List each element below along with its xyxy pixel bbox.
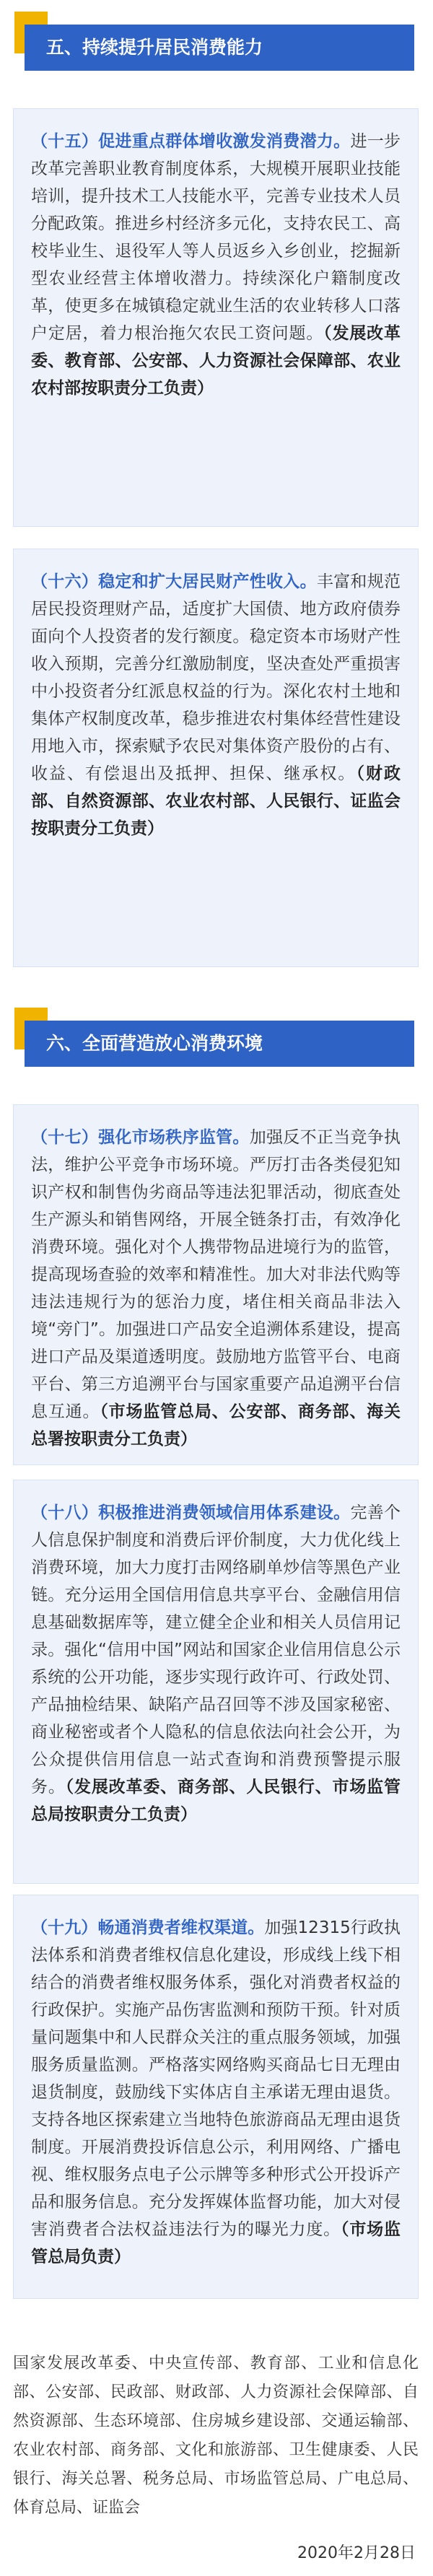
item-body: 进一步改革完善职业教育制度体系，大规模开展职业技能培训，提升技术工人技能水平，完善专业技术人员分配政策。推进乡村经济多元化，支持农民工、高校毕业生、退役军人等人员返乡入乡创业，挖掘新型农业经营主体增收潜力。持续深化户籍制度改革，使更多在城镇稳定就业生活的农业转移人口落户定居，着力根治拖欠农民工资问题。 xyxy=(31,132,401,343)
item-title: （十六）稳定和扩大居民财产性收入。 xyxy=(31,572,317,591)
item-departments: （发展改革委、教育部、公安部、人力资源社会保障部、农业农村部按职责分工负责） xyxy=(31,324,401,398)
item-title: （十九）畅通消费者维权渠道。 xyxy=(31,1918,265,1937)
item-departments: （发展改革委、商务部、人民银行、市场监管总局按职责分工负责） xyxy=(31,1778,401,1824)
item-departments: （财政部、自然资源部、农业农村部、人民银行、证监会按职责分工负责） xyxy=(31,764,401,838)
issue-date: 2020年2月28日 xyxy=(297,2544,416,2562)
section-header-5 xyxy=(0,0,433,81)
issuing-departments: 国家发展改革委、中央宣传部、教育部、工业和信息化部、公安部、民政部、财政部、人力资源社会保障部、自然资源部、生态环境部、住房城乡建设部、交通运输部、农业农村部、商务部、文化和旅游部、卫生健康委、人民银行、海关总署、税务总局、市场监管总局、广电总局、体育总局、证监会 xyxy=(13,2354,419,2517)
item-departments: （市场监管总局、公安部、商务部、海关总署按职责分工负责） xyxy=(31,1402,401,1449)
policy-item-19 xyxy=(13,1895,419,2299)
item-title: （十八）积极推进消费领域信用体系建设。 xyxy=(31,1503,351,1522)
item-title: （十五）促进重点群体增收激发消费潜力。 xyxy=(31,132,351,151)
section-header-6 xyxy=(0,996,433,1077)
item-body: 加强12315行政执法体系和消费者维权信息化建设，形成线上线下相结合的消费者维权服务体系，强化对消费者权益的行政保护。实施产品伤害监测和预防干预。针对质量问题集中和人民群众关注的重点服务领域，加强服务质量监测。严格落实网络购买商品七日无理由退货制度，鼓励线下实体店自主承诺无理由退货。支持各地区探索建立当地特色旅游商品无理由退货制度。开展消费投诉信息公示，利用网络、广播电视、维权服务点电子公示牌等多种形式公开投诉产品和服务信息。充分发挥媒体监督功能，加大对侵害消费者合法权益违法行为的曝光力度。 xyxy=(31,1918,401,2239)
policy-item-16 xyxy=(13,549,419,967)
item-body: 丰富和规范居民投资理财产品，适度扩大国债、地方政府债券面向个人投资者的发行额度。稳定资本市场财产性收入预期，完善分红激励制度，坚决查处严重损害中小投资者分红派息权益的行为。深化农村土地和集体产权制度改革，稳步推进农村集体经营性建设用地入市，探索赋予农民对集体资产股份的占有、收益、有偿退出及抵押、担保、继承权。 xyxy=(31,572,401,783)
item-departments: （市场监管总局负责） xyxy=(31,2220,401,2266)
section-title: 五、持续提升居民消费能力 xyxy=(25,25,414,71)
policy-item-15 xyxy=(13,108,419,527)
item-body: 加强反不正当竞争执法，维护公平竞争市场环境。严厉打击各类侵犯知识产权和制售伪劣商品等违法犯罪活动，彻底查处生产源头和销售网络，开展全链条打击，有效净化消费环境。强化对个人携带物品进境行为的监管，提高现场查验的效率和精准性。加大对非法代购等违法违规行为的惩治力度，堵住相关商品非法入境“旁门”。加强进口产品安全追溯体系建设，提高进口产品及渠道透明度。鼓励地方监管平台、电商平台、第三方追溯平台与国家重要产品追溯平台信息互通。 xyxy=(31,1128,401,1421)
section-title: 六、全面营造放心消费环境 xyxy=(25,1021,414,1067)
policy-item-17 xyxy=(13,1104,419,1465)
item-body: 完善个人信息保护制度和消费后评价制度，大力优化线上消费环境，加大力度打击网络刷单炒信等黑色产业链。充分运用全国信用信息共享平台、金融信用信息基础数据库等，建立健全企业和相关人员信用记录。强化“信用中国”网站和国家企业信用信息公示系统的公开功能，逐步实现行政许可、行政处罚、产品抽检结果、缺陷产品召回等不涉及国家秘密、商业秘密或者个人隐私的信息依法向社会公开，为公众提供信用信息一站式查询和消费预警提示服务。 xyxy=(31,1503,401,1796)
item-title: （十七）强化市场秩序监管。 xyxy=(31,1128,250,1147)
policy-item-18 xyxy=(13,1480,419,1884)
